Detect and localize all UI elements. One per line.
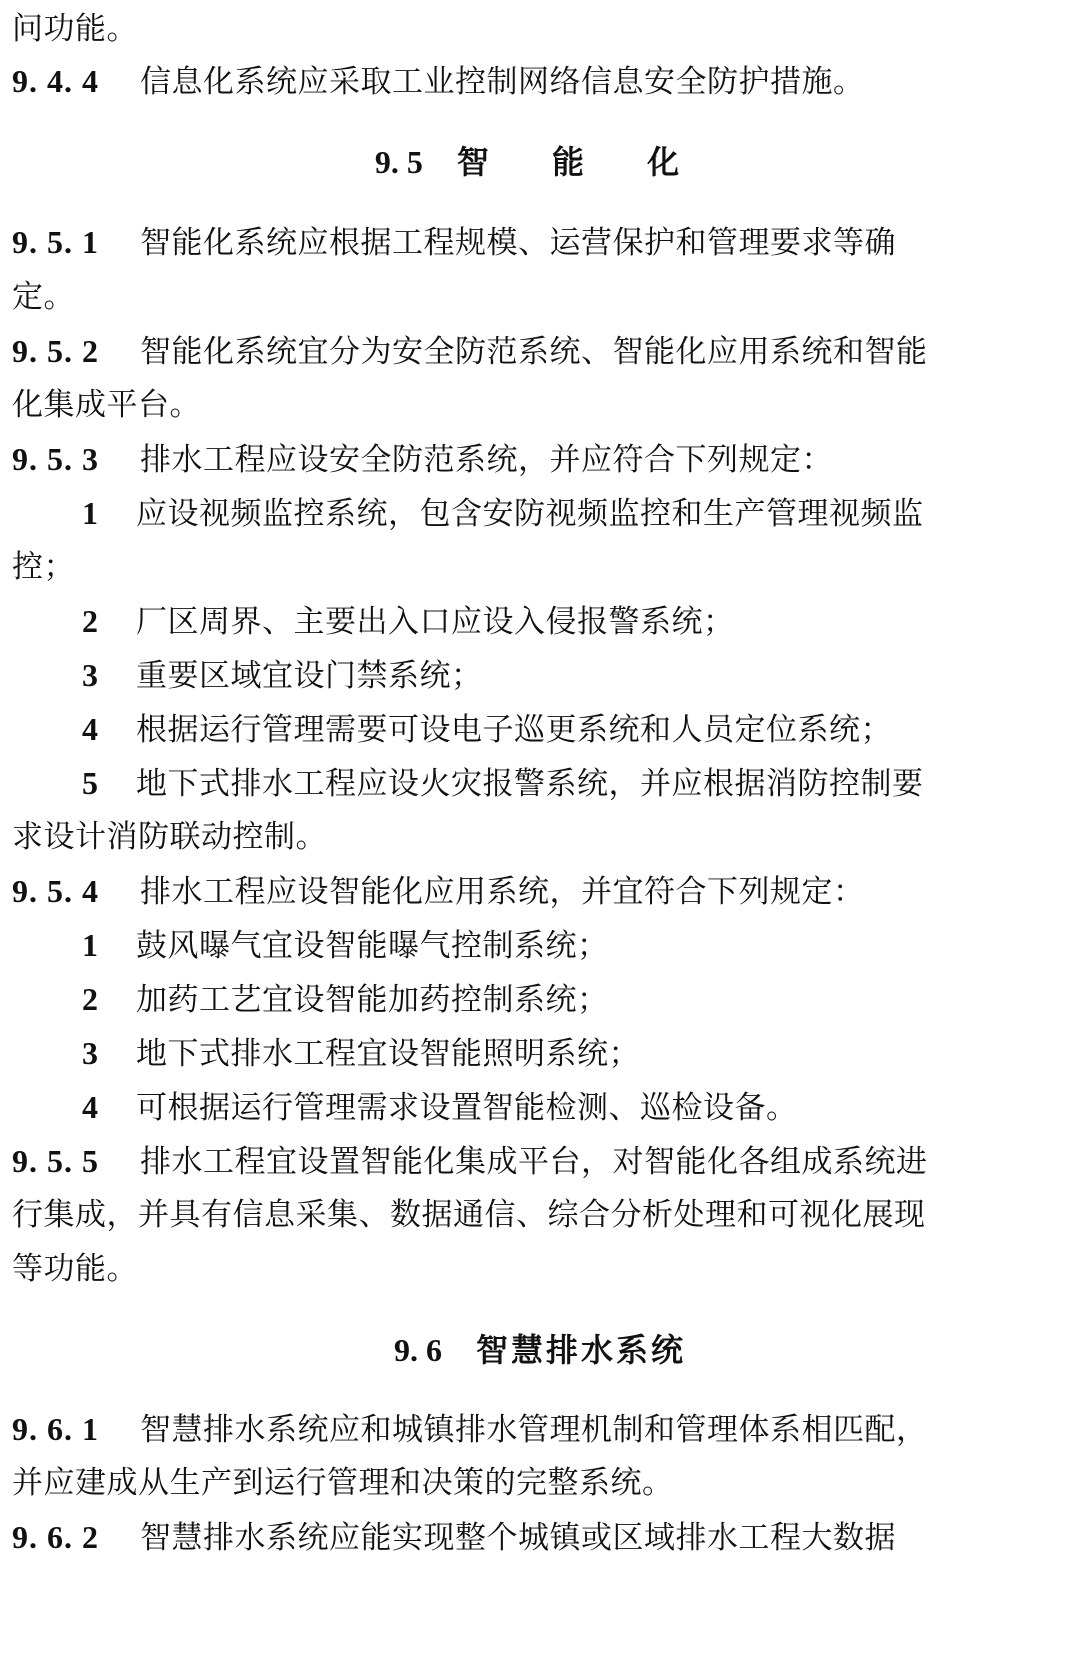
item-text: 重要区域宜设门禁系统； <box>136 658 483 694</box>
text-line <box>12 808 1068 866</box>
clause-9-6-1 <box>12 1400 1068 1458</box>
text-line <box>12 268 1068 326</box>
clause-9-5-4 <box>12 862 1068 920</box>
item-number: 1 <box>82 495 99 531</box>
list-item <box>12 1078 1068 1136</box>
clause-continuation: 等功能。 <box>12 1251 138 1287</box>
item-text: 应设视频监控系统，包含安防视频监控和生产管理视频监 <box>136 496 924 532</box>
clause-9-5-5 <box>12 1132 1068 1190</box>
clause-number: 9. 5. 2 <box>12 333 99 369</box>
clause-continuation: 定。 <box>12 279 75 315</box>
item-number: 3 <box>82 1035 99 1071</box>
clause-text: 智能化系统宜分为安全防范系统、智能化应用系统和智能 <box>140 334 928 370</box>
clause-number: 9. 5. 5 <box>12 1143 99 1179</box>
item-text: 根据运行管理需要可设电子巡更系统和人员定位系统； <box>136 712 892 748</box>
item-continuation: 控； <box>12 549 75 585</box>
clause-text: 排水工程应设安全防范系统，并应符合下列规定： <box>140 442 833 478</box>
list-item <box>12 754 1068 812</box>
list-item <box>12 592 1068 650</box>
clause-text: 智慧排水系统应能实现整个城镇或区域排水工程大数据 <box>140 1520 896 1556</box>
clause-continuation: 并应建成从生产到运行管理和决策的完整系统。 <box>12 1465 674 1501</box>
clause-number: 9. 5. 4 <box>12 873 99 909</box>
item-number: 1 <box>82 927 99 963</box>
clause-9-4-4 <box>12 52 1068 110</box>
text-line <box>12 1454 1068 1512</box>
clause-9-5-3 <box>12 430 1068 488</box>
item-text: 可根据运行管理需求设置智能检测、巡检设备。 <box>136 1090 798 1126</box>
item-number: 4 <box>82 1089 99 1125</box>
list-item <box>12 916 1068 974</box>
section-heading-9-6 <box>0 1318 1080 1382</box>
item-number: 5 <box>82 765 99 801</box>
text-line <box>12 538 1068 596</box>
text-line <box>12 1240 1068 1298</box>
clause-number: 9. 5. 3 <box>12 441 99 477</box>
item-number: 2 <box>82 603 99 639</box>
continuation-text: 问功能。 <box>12 11 138 47</box>
item-text: 鼓风曝气宜设智能曝气控制系统； <box>136 928 609 964</box>
clause-9-5-2 <box>12 322 1068 380</box>
item-continuation: 求设计消防联动控制。 <box>12 819 327 855</box>
item-text: 加药工艺宜设智能加药控制系统； <box>136 982 609 1018</box>
item-number: 4 <box>82 711 99 747</box>
clause-text: 信息化系统应采取工业控制网络信息安全防护措施。 <box>140 64 865 100</box>
clause-9-5-1 <box>12 213 1068 271</box>
clause-9-6-2 <box>12 1508 1068 1566</box>
section-heading-9-5 <box>0 130 1080 194</box>
text-line <box>12 0 1068 58</box>
list-item <box>12 700 1068 758</box>
clause-number: 9. 5. 1 <box>12 224 99 260</box>
clause-number: 9. 4. 4 <box>12 63 99 99</box>
clause-text: 排水工程宜设置智能化集成平台，对智能化各组成系统进 <box>140 1144 928 1180</box>
section-number: 9. 5 <box>374 144 423 180</box>
clause-text: 排水工程应设智能化应用系统，并宜符合下列规定： <box>140 874 865 910</box>
section-number: 9. 6 <box>393 1332 442 1368</box>
item-text: 地下式排水工程应设火灾报警系统，并应根据消防控制要 <box>136 766 924 802</box>
clause-text: 智慧排水系统应和城镇排水管理机制和管理体系相匹配， <box>140 1412 928 1448</box>
item-text: 地下式排水工程宜设智能照明系统； <box>136 1036 640 1072</box>
list-item <box>12 970 1068 1028</box>
item-number: 3 <box>82 657 99 693</box>
clause-number: 9. 6. 1 <box>12 1411 99 1447</box>
clause-number: 9. 6. 2 <box>12 1519 99 1555</box>
clause-continuation: 化集成平台。 <box>12 387 201 423</box>
list-item <box>12 484 1068 542</box>
section-title: 智 能 化 <box>456 143 706 181</box>
list-item <box>12 1024 1068 1082</box>
list-item <box>12 646 1068 704</box>
clause-continuation: 行集成，并具有信息采集、数据通信、综合分析处理和可视化展现 <box>12 1197 926 1233</box>
item-number: 2 <box>82 981 99 1017</box>
section-title: 智慧排水系统 <box>475 1331 686 1369</box>
text-line <box>12 1186 1068 1244</box>
item-text: 厂区周界、主要出入口应设入侵报警系统； <box>136 604 735 640</box>
clause-text: 智能化系统应根据工程规模、运营保护和管理要求等确 <box>140 225 896 261</box>
text-line <box>12 376 1068 434</box>
